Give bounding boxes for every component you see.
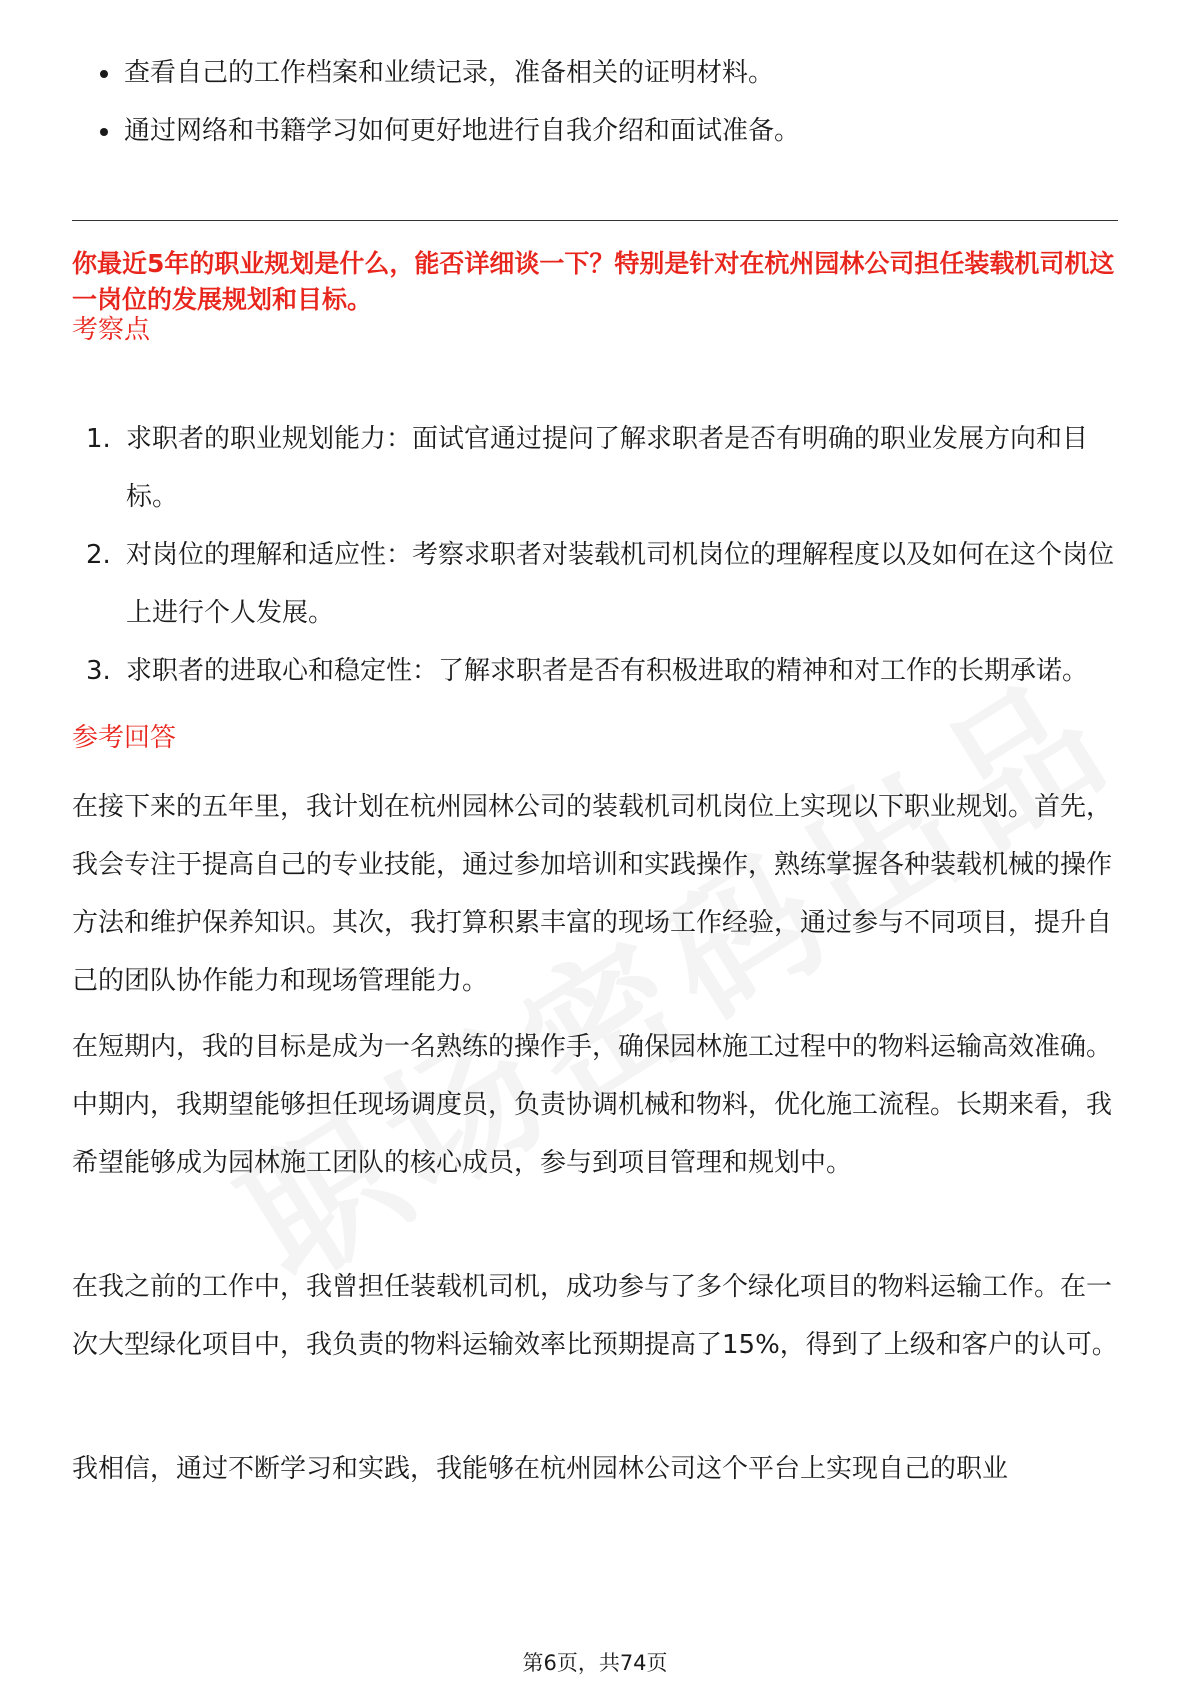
- assessment-points: [0, 410, 1116, 700]
- point-number: 1.: [86, 424, 111, 454]
- list-item: 查看自己的工作档案和业绩记录，准备相关的证明材料。: [0, 58, 800, 116]
- interview-question: 你最近5年的职业规划是什么，能否详细谈一下？特别是针对在杭州园林公司担任装载机司机这一岗位的发展规划和目标。: [72, 249, 1115, 314]
- answer-paragraph: 在接下来的五年里，我计划在杭州园林公司的装载机司机岗位上实现以下职业规划。首先，我会专注于提高自己的专业技能，通过参加培训和实践操作，熟练掌握各种装载机械的操作方法和维护保养知识。其次，我打算积累丰富的现场工作经验，通过参与不同项目，提升自己的团队协作能力和现场管理能力。: [72, 792, 1113, 996]
- point-text: 求职者的进取心和稳定性：了解求职者是否有积极进取的精神和对工作的长期承诺。: [126, 656, 1089, 686]
- point-number: 2.: [86, 540, 111, 570]
- list-item: [0, 526, 1116, 642]
- answer-paragraph: 在短期内，我的目标是成为一名熟练的操作手，确保园林施工过程中的物料运输高效准确。中期内，我期望能够担任现场调度员，负责协调机械和物料，优化施工流程。长期来看，我希望能够成为园林施工团队的核心成员，参与到项目管理和规划中。: [72, 1032, 1113, 1178]
- section-divider: [72, 220, 1118, 221]
- answer-paragraph: 在我之前的工作中，我曾担任装载机司机，成功参与了多个绿化项目的物料运输工作。在一次大型绿化项目中，我负责的物料运输效率比预期提高了15%，得到了上级和客户的认可。: [72, 1272, 1118, 1360]
- answer-paragraph: 我相信，通过不断学习和实践，我能够在杭州园林公司这个平台上实现自己的职业: [72, 1454, 1009, 1484]
- answer-heading: 参考回答: [72, 723, 177, 753]
- list-item: 通过网络和书籍学习如何更好地进行自我介绍和面试准备。: [0, 116, 800, 174]
- point-text: 求职者的职业规划能力：面试官通过提问了解求职者是否有明确的职业发展方向和目标。: [126, 424, 1089, 512]
- page-number: 第6页，共74页: [522, 1651, 668, 1675]
- list-item: [0, 642, 1116, 700]
- assessment-heading: 考察点: [72, 315, 151, 345]
- top-bullet-list: [0, 58, 800, 174]
- list-item: [0, 410, 1116, 526]
- point-text: 对岗位的理解和适应性：考察求职者对装载机司机岗位的理解程度以及如何在这个岗位上进行个人发展。: [126, 540, 1115, 628]
- point-number: 3.: [86, 656, 111, 686]
